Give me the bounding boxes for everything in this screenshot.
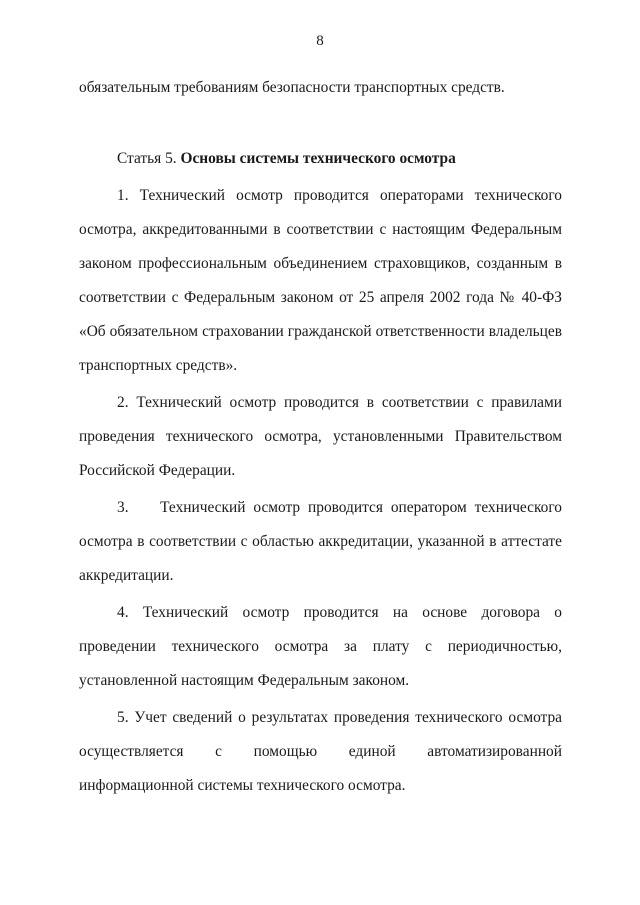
- paragraph-5: 5. Учет сведений о результатах проведения технического осмотра осуществляется с помощью единой автоматизированной информационной системы технического осмотра.: [79, 709, 562, 794]
- paragraph-3: 3. Технический осмотр проводится оператором технического осмотра в соответствии с областью аккредитации, указанной в аттестате аккредитации.: [79, 499, 566, 584]
- article-title: Основы системы технического осмотра: [180, 150, 456, 167]
- paragraph-1: 1. Технический осмотр проводится операторами технического осмотра, аккредитованными в соответствии с настоящим Федеральным законом профессиональным объединением страховщиков, созданным в соответствии с Федеральным законом от 25 апреля 2002 года № 40-ФЗ «Об обязательном страховании гражданской ответственности владельцев транспортных средств».: [79, 187, 562, 374]
- article-number: Статья 5.: [117, 150, 177, 167]
- article-heading: [79, 142, 562, 176]
- document-body: [79, 71, 566, 806]
- continuation-text: обязательным требованиям безопасности транспортных средств.: [79, 79, 505, 96]
- paragraph-4: 4. Технический осмотр проводится на основе договора о проведении технического осмотра за плату с периодичностью, установленной настоящим Федеральным законом.: [79, 604, 562, 689]
- paragraph-2: 2. Технический осмотр проводится в соответствии с правилами проведения технического осмотра, установленными Правительством Российской Федерации.: [79, 394, 562, 479]
- page-number: 8: [316, 33, 324, 49]
